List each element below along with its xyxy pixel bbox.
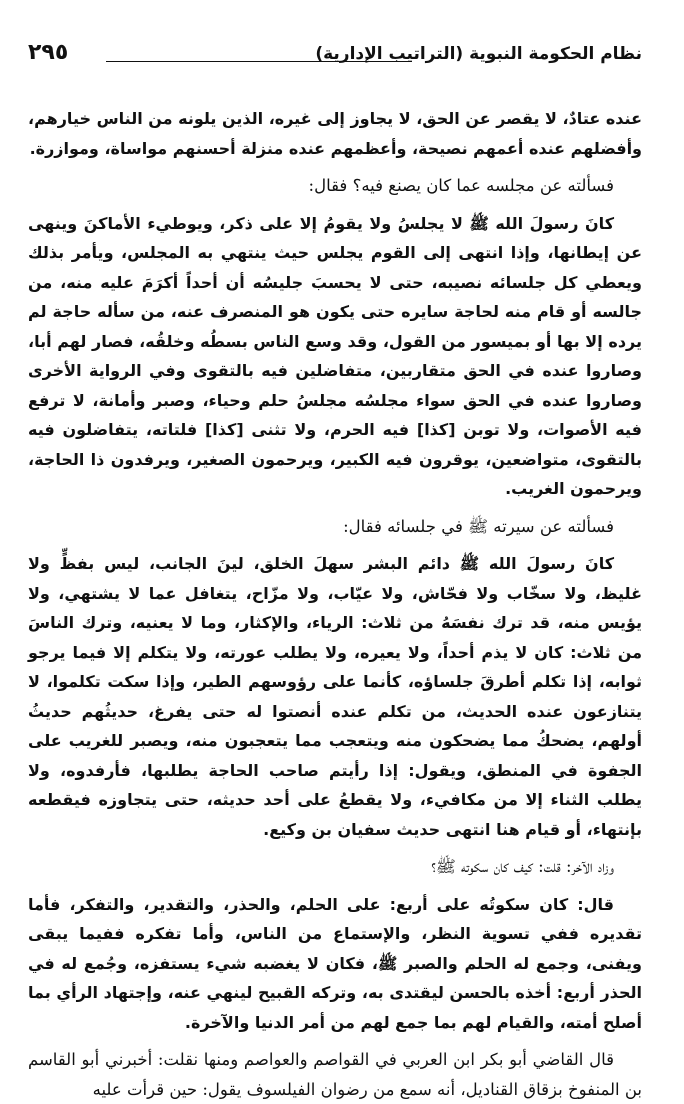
paragraph-majlis-description: كانَ رسولَ الله ﷺ لا يجلسُ ولا يقومُ إلا على ذكر، ويوطيء الأماكنَ وينهى عن إيطانها، وإذا انتهى إلى القوم يجلس حيث ينتهي به المجلس، ويأمر بذلك ويعطي كل جلسائه نصيبه، حتى لا يحسبَ جليسُه أن أحداً أكرَمَ عليه منه، من جالسه أو قام منه لحاجة سايره حتى يكون هو المنصرف عنه، من سأله حاجة لم يرده إلا بها أو بميسور من القول، وقد وسع الناس بسطُه وخلقُه، فصار لهم أبا، وصاروا عنده في الحق متقاربين، متفاضلين فيه بالتقوى وفي الرواية الأخرى وصاروا عنده في الحق سواء مجلسُه مجلسُ حلم وحياء، وصبر وأمانة، لا ترفع فيه الأصوات، ولا توبن [كذا] فيه الحرم، ولا تثنى [كذا] فلتاته، يتفاضلون فيه بالتقوى، متواضعين، يوقرون فيه الكبير، ويرحمون الصغير، ويرفدون ذا الحاجة، ويرحمون الغريب. bbox=[28, 213, 642, 498]
paragraph-question-sira: فسألته عن سيرته ﷺ في جلسائه فقال: bbox=[343, 516, 614, 536]
paragraph-silence-description: قال: كان سكوتُه على أربع: على الحلم، والحذر، والتقدير، والتفكر، فأما تقديره ففي تسوية النظر، والإستماع من الناس، وأما تفكره ففيما يبقى ويفنى، وجمع له الحلم والصبر ﷺ، فكان لا يغضبه شيء يستفزه، وجُمع له في الحذر أربع: أخذه بالحسن ليقتدى به، وتركه القبيح لينهي عنه، وإجتهاد الرأي بما أصلح أمته، والقيام لهم بما جمع لهم من أمر الدنيا والآخرة. bbox=[28, 894, 642, 1032]
paragraph-continuation: عنده عتادٌ، لا يقصر عن الحق، لا يجاوز إلى غيره، الذين يلونه من الناس خيارهم، وأفضلهم عنده أعمهم نصيحة، وأعظمهم عنده منزلة أحسنهم مواساة، وموازرة. bbox=[28, 109, 642, 158]
page-body bbox=[28, 104, 642, 1104]
header-rule bbox=[106, 61, 412, 62]
page-number: ٢٩٥ bbox=[28, 40, 69, 65]
paragraph-ibn-arabi-quote: قال القاضي أبو بكر ابن العربي في القواصم والعواصم ومنها نقلت: أخبرني أبو القاسم بن المنفوخ بزقاق القناديل، أنه سمع من رضوان الفيلسوف يقول: حين قرأت عليه bbox=[28, 1050, 642, 1099]
paragraph-question-silence: وزاد الآخر: قلت: كيف كان سكوته ﷺ؟ bbox=[431, 857, 614, 876]
paragraph-question-majlis: فسألته عن مجلسه عما كان يصنع فيه؟ فقال: bbox=[308, 176, 614, 195]
header-title: نظام الحكومة النبوية (التراتيب الإدارية) bbox=[315, 44, 642, 64]
paragraph-sira-description: كانَ رسولَ الله ﷺ دائم البشر سهلَ الخلق، لينَ الجانب، ليس بفظٍّ ولا غليظ، ولا سخّاب ولا فحّاش، ولا عيّاب، ولا مزّاح، يتغافل عما لا يشتهي، ولا يؤيس منه، قد ترك نفسَهُ من ثلاث: الرياء، والإكثار، وما لا يعنيه، وترك الناسَ من ثلاث: كان لا يذم أحداً، ولا يعيره، ولا يطلب عورته، ولا يتكلم إلا فيما يرجو ثوابه، إذا تكلم أطرقَ جلساؤه، كأنما على رؤوسهم الطير، وإذا سكت تكلموا، لا يتنازعون عنده الحديث، من تكلم عنده أنصتوا له حتى يفرغ، حديثُهم حديثُ أولهم، يضحكُ مما يضحكون منه ويتعجب مما يتعجبون منه، ويصبر للغريب على الجفوة في المنطق، ويقول: إذا رأيتم صاحب الحاجة يطلبها، فأرفدوه، ولا يطلب الثناء إلا من مكافيء، ولا يقطعُ على أحد حديثه، حتى يتجاوزه فيقطعه بإنتهاء، أو قيام هنا انتهى حديث سفيان بن وكيع. bbox=[28, 554, 642, 839]
running-header bbox=[28, 40, 642, 74]
